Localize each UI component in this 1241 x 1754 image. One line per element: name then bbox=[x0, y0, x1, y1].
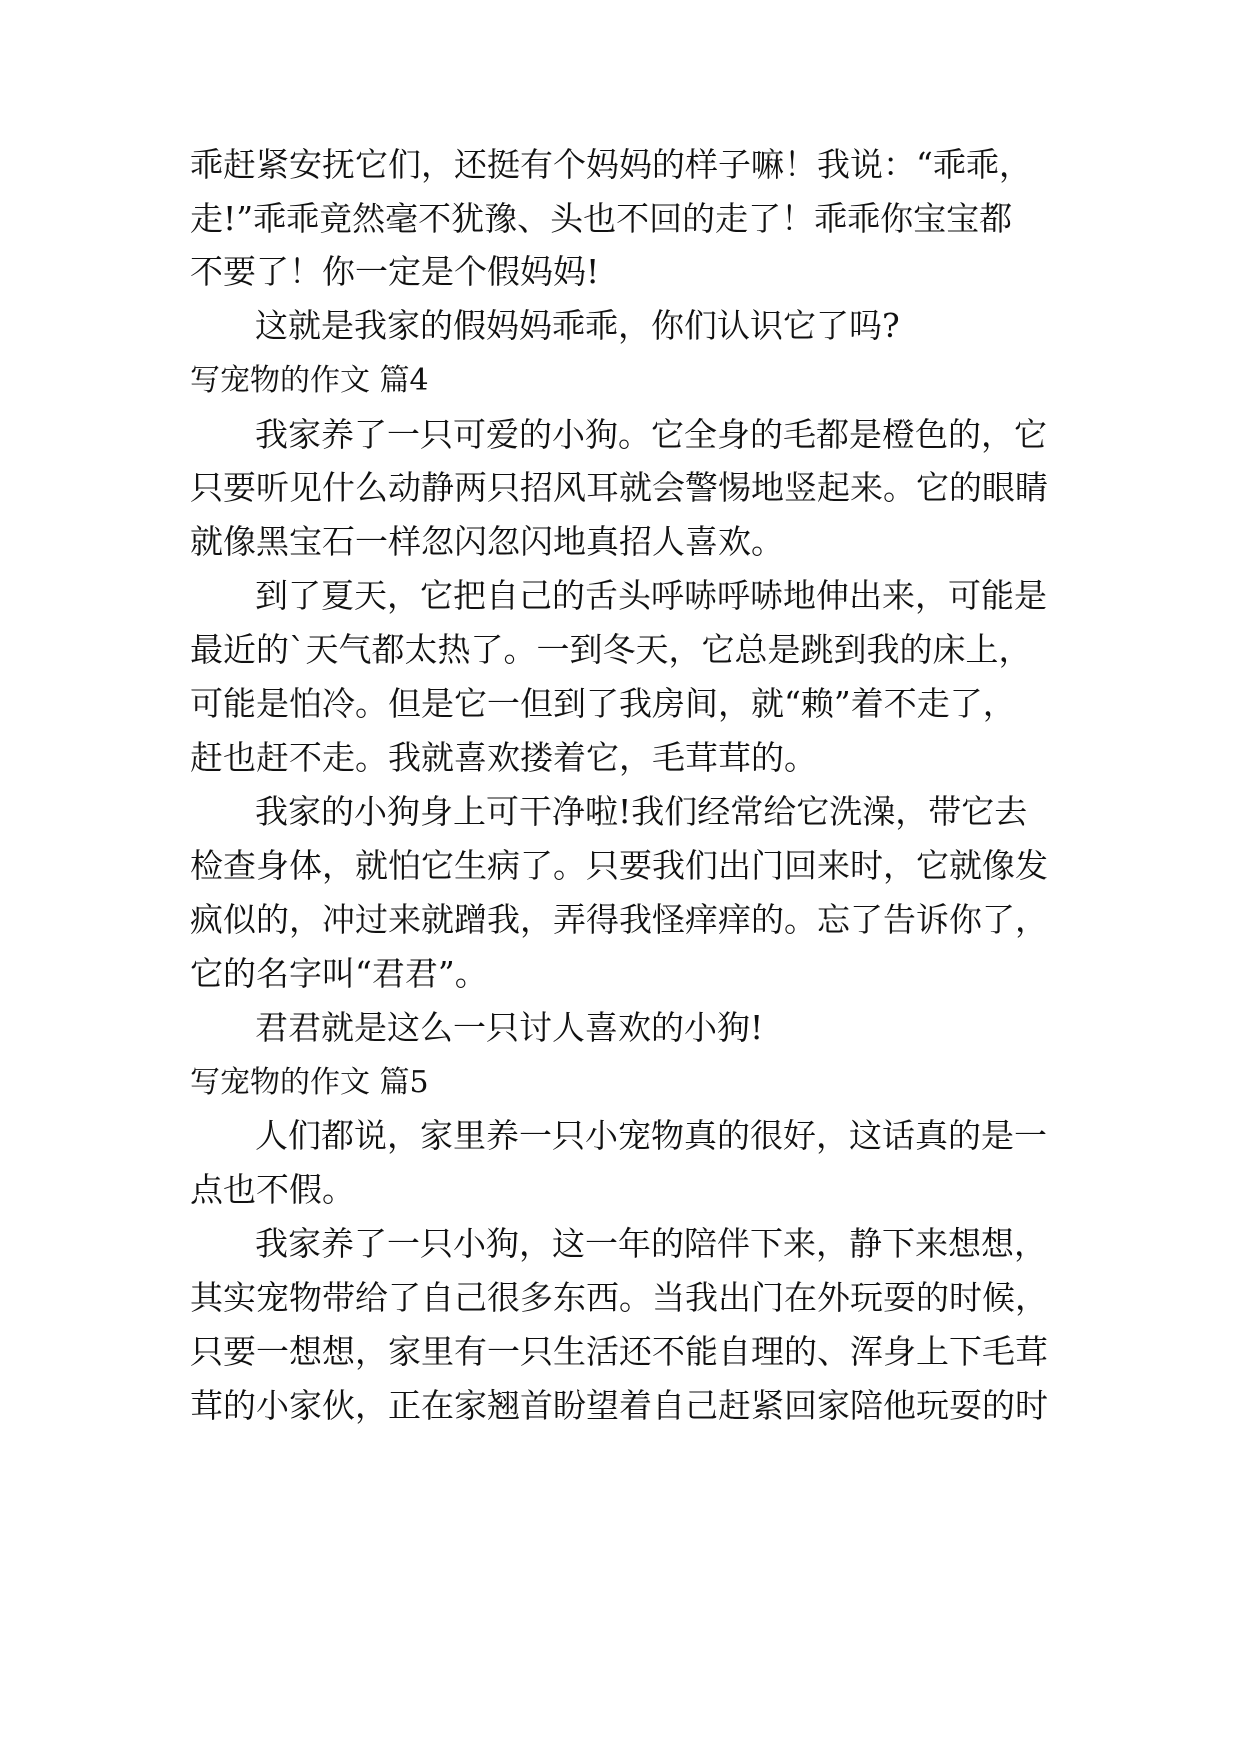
text-line: 只要听见什么动静两只招风耳就会警惕地竖起来。它的眼睛 bbox=[190, 468, 1048, 507]
text-line: 赶也赶不走。我就喜欢搂着它，毛茸茸的。 bbox=[190, 738, 817, 777]
text-line: 就像黑宝石一样忽闪忽闪地真招人喜欢。 bbox=[190, 522, 784, 561]
text-line: 最近的`天气都太热了。一到冬天，它总是跳到我的床上， bbox=[190, 630, 1032, 669]
text-line: 点也不假。 bbox=[190, 1170, 355, 1209]
section-heading: 写宠物的作文 篇4 bbox=[190, 363, 429, 398]
paragraph-first-line: 我家养了一只可爱的小狗。它全身的毛都是橙色的，它 bbox=[255, 415, 1047, 454]
paragraph-first-line: 到了夏天，它把自己的舌头呼哧呼哧地伸出来，可能是 bbox=[255, 576, 1047, 615]
paragraph-first-line: 我家养了一只小狗，这一年的陪伴下来，静下来想想， bbox=[255, 1224, 1047, 1263]
text-line: 只要一想想，家里有一只生活还不能自理的、浑身上下毛茸 bbox=[190, 1332, 1048, 1371]
text-line: 走!”乖乖竟然毫不犹豫、头也不回的走了！乖乖你宝宝都 bbox=[190, 199, 1013, 238]
text-line: 疯似的，冲过来就蹭我，弄得我怪痒痒的。忘了告诉你了， bbox=[190, 900, 1048, 939]
text-line: 它的名字叫“君君”。 bbox=[190, 954, 488, 993]
paragraph-first-line: 这就是我家的假妈妈乖乖，你们认识它了吗? bbox=[255, 306, 900, 345]
text-line: 乖赶紧安抚它们，还挺有个妈妈的样子嘛！我说：“乖乖， bbox=[190, 145, 1032, 184]
text-line: 茸的小家伙，正在家翘首盼望着自己赶紧回家陪他玩耍的时 bbox=[190, 1386, 1048, 1425]
paragraph-first-line: 人们都说，家里养一只小宠物真的很好，这话真的是一 bbox=[255, 1116, 1047, 1155]
text-line: 可能是怕冷。但是它一但到了我房间，就“赖”着不走了， bbox=[190, 684, 1016, 723]
text-line: 检查身体，就怕它生病了。只要我们出门回来时，它就像发 bbox=[190, 846, 1048, 885]
text-line: 其实宠物带给了自己很多东西。当我出门在外玩耍的时候， bbox=[190, 1278, 1048, 1317]
paragraph-first-line: 君君就是这么一只讨人喜欢的小狗! bbox=[255, 1008, 764, 1047]
text-line: 不要了！你一定是个假妈妈! bbox=[190, 252, 600, 291]
paragraph-first-line: 我家的小狗身上可干净啦!我们经常给它洗澡，带它去 bbox=[255, 792, 1028, 831]
section-heading: 写宠物的作文 篇5 bbox=[190, 1065, 429, 1100]
